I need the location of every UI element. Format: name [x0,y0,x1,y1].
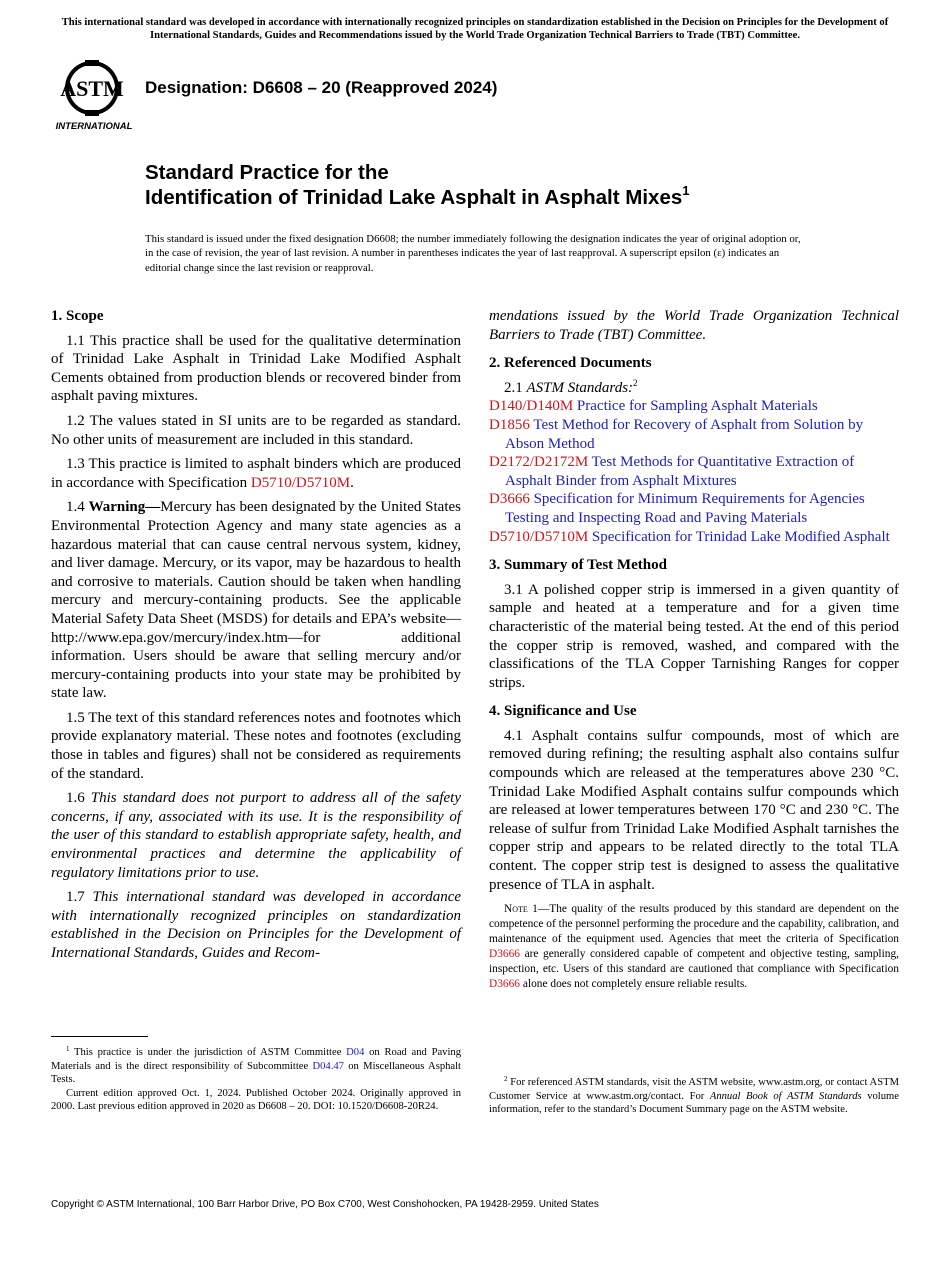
astm-standards-label: ASTM Standards: [526,379,634,396]
astm-logo [52,56,136,132]
astm-logo-mark [52,56,136,132]
paragraph-1-7-text: This international standard was developed in accordance with internationally recognized principles on standardization established in the Decision on Principles for the Development of International Standards, Guides and Recom- [51,889,462,961]
paragraph-1-2: 1.2 The values stated in SI units are to be regarded as standard. No other units of measurement are included in this standard. [51,412,461,448]
footnote-1-mark: 1 [66,1045,70,1053]
footnote-rule [51,1036,148,1037]
reference-code[interactable]: D2172/D2172M [489,454,589,471]
astm-standards-num: 2.1 [504,379,527,396]
footnote-1-text-b: on Road and Paving Materials and is the direct responsibility of Subcommittee [51,1047,462,1072]
reference-code[interactable]: D1856 [489,416,530,433]
reference-title[interactable]: Specification for Minimum Requirements for Agencies Testing and Inspecting Road and Paving Materials [505,491,865,526]
title-line-2-text: Identification of Trinidad Lake Asphalt in Asphalt Mixes [145,186,683,209]
title-footnote-mark: 1 [682,183,690,198]
footnote-2 [489,1076,899,1117]
link-d3666[interactable]: D3666 [489,978,521,991]
link-d04-47[interactable]: D04.47 [312,1060,344,1072]
paragraph-1-6-num: 1.6 [66,790,91,807]
designation: Designation: D6608 – 20 (Reapproved 2024) [145,78,498,97]
footnote-2-mark: 2 [504,1075,508,1083]
footnote-2-text-b: volume information, refer to the standard’s Document Summary page on the ASTM website. [489,1090,899,1116]
section-heading-scope: 1. Scope [51,308,104,324]
paragraph-1-5: 1.5 The text of this standard references notes and footnotes which provide explanatory material. These notes and footnotes (excluding those in tables and figures) shall not be considered as requirements of the standard. [51,709,461,782]
note-text-a: 1—The quality of the results produced by this standard are dependent on the competence of the personnel performing the procedure and the capability, calibration, and maintenance of the equipment used. Agencies that meet the criteria of Specification [489,903,899,946]
reference-item [489,490,899,527]
note-text-c: alone does not completely ensure reliable results. [520,978,748,991]
footnote-2-text-a: For referenced ASTM standards, visit the ASTM website, www.astm.org, or contact ASTM Customer Service at www.astm.org/contact. For [489,1077,899,1102]
link-d04[interactable]: D04 [346,1047,365,1058]
title-line-1: Standard Practice for the [145,161,389,184]
paragraph-1-6 [51,789,461,882]
left-column [51,307,461,969]
paragraph-1-7-num: 1.7 [66,889,93,906]
reference-item [489,528,899,547]
paragraph-1-4-num: 1.4 [66,499,89,516]
footnote-1-text-a: This practice is under the jurisdiction of ASTM Committee [69,1047,347,1058]
paragraph-1-4-text: Mercury has been designated by the United States Environmental Protection Agency and many state agencies as a hazardous material that can cause central nervous system, kidney, and liver damage. Mercury, or its vapor, may be hazardous to health and corrosive to materials. Caution should be taken when handling mercury and mercury-containing products. See the applicable Material Safety Data Sheet (MSDS) for details and EPA’s website—http://www.epa.gov/mercury/index.htm—for additional information. Users should be aware that selling mercury and/or mercury-containing products into your state may be prohibited by state law. [51,499,461,702]
copyright-footer: Copyright © ASTM International, 100 Barr Harbor Drive, PO Box C700, West Conshohocken, PA 19428-2959. United States [51,1199,599,1210]
warning-label: Warning— [88,499,161,516]
footnote-1 [51,1046,461,1087]
paragraph-1-3-text: 1.3 This practice is limited to asphalt binders which are produced in accordance with Specification [51,456,461,491]
reference-code[interactable]: D5710/D5710M [489,528,589,545]
tbt-notice: This international standard was developed in accordance with internationally recognized principles on standardization established in the Decision on Principles for the Development of International Standards, Guides and Recommendations issued by the World Trade Organization Technical Barriers to Trade (TBT) Committee. [61,17,889,41]
reference-item [489,397,899,416]
paragraph-1-3-end: . [350,474,354,491]
paragraph-1-1: 1.1 This practice shall be used for the qualitative determination of Trinidad Lake Asphalt in Trinidad Lake Modified Asphalt Cements obtained from production blends or recovered binder from asphalt paving mixtures. [51,332,461,405]
title-line-2 [145,185,865,210]
logo-letters: ASTM [60,76,124,101]
footnotes-right [489,1076,899,1117]
link-d5710[interactable]: D5710/D5710M [250,474,351,491]
right-column [489,307,899,992]
logo-subtext: INTERNATIONAL [55,121,133,132]
note-text-b: are generally considered capable of competent and objective testing, sampling, inspection, etc. Users of this standard are cautioned that compliance with Specification [489,948,899,976]
reference-code[interactable]: D3666 [489,491,530,508]
link-d3666[interactable]: D3666 [489,948,521,961]
reference-title[interactable]: Practice for Sampling Asphalt Materials [576,398,818,415]
paragraph-1-4 [51,498,461,703]
section-heading-significance: 4. Significance and Use [489,703,637,720]
reference-title[interactable]: Test Method for Recovery of Asphalt from Solution by Abson Method [505,416,864,452]
footnote-1-edition: Current edition approved Oct. 1, 2024. Published October 2024. Originally approved in 2000. Last previous edition approved in 2020 as D6608 – 20. DOI: 10.1520/D6608-20R24. [51,1087,461,1113]
footnote-2-annual-book: Annual Book of ASTM Standards [709,1090,862,1102]
footnote-1-text-c: on Miscellaneous Asphalt Tests. [51,1060,462,1086]
astm-standards-subheading [489,379,899,398]
reference-code[interactable]: D140/D140M [489,398,574,415]
note-1 [489,902,899,992]
document-title [145,160,865,210]
paragraph-3-1: 3.1 A polished copper strip is immersed in a given quantity of sample and heated at a temperature and for a given time characteristic of the material being tested. At the end of this period the copper strip is removed, washed, and compared with the classifications of the TLA Copper Tarnishing Ranges for copper strips. [489,581,899,691]
issuance-statement: This standard is issued under the fixed designation D6608; the number immediately following the designation indicates the year of original adoption or, in the case of revision, the year of last revision. A number in parentheses indicates the year of last reapproval. A superscript epsilon (ε) indicates an editorial change since the last revision or reapproval. [145,233,801,274]
paragraph-4-1: 4.1 Asphalt contains sulfur compounds, most of which are removed during refining; the resulting asphalt also contains sulfur compounds which are released at the temperatures above 230 °C. Trinidad Lake Modified Asphalt contains sulfur compounds which are released at lower temperatures between 170 °C and 230 °C. The release of sulfur from Trinidad Lake Modified Asphalt tarnishes the copper strip and appears to be related directly to the total TLA content. The copper strip test is designed to assess the qualitative presence of TLA in asphalt. [489,727,899,893]
paragraph-1-3 [51,455,461,492]
paragraph-1-7-continued: mendations issued by the World Trade Organization Technical Barriers to Trade (TBT) Committee. [489,308,899,343]
astm-standards-footnote-mark: 2 [633,377,638,388]
note-label: Note [504,903,528,916]
section-heading-summary: 3. Summary of Test Method [489,557,667,574]
reference-item [489,453,899,490]
paragraph-1-7 [51,888,461,962]
referenced-list [489,397,899,546]
reference-item [489,416,899,453]
footnotes-left [51,1036,461,1114]
paragraph-1-6-text: This standard does not purport to address all of the safety concerns, if any, associated with its use. It is the responsibility of the user of this standard to establish appropriate safety, health, and environmental practices and determine the applicability of regulatory limitations prior to use. [51,790,461,881]
reference-title[interactable]: Specification for Trinidad Lake Modified Asphalt [591,528,890,545]
reference-title[interactable]: Test Methods for Quantitative Extraction of Asphalt Binder from Asphalt Mixtures [505,454,855,489]
section-heading-referenced-documents: 2. Referenced Documents [489,355,652,372]
